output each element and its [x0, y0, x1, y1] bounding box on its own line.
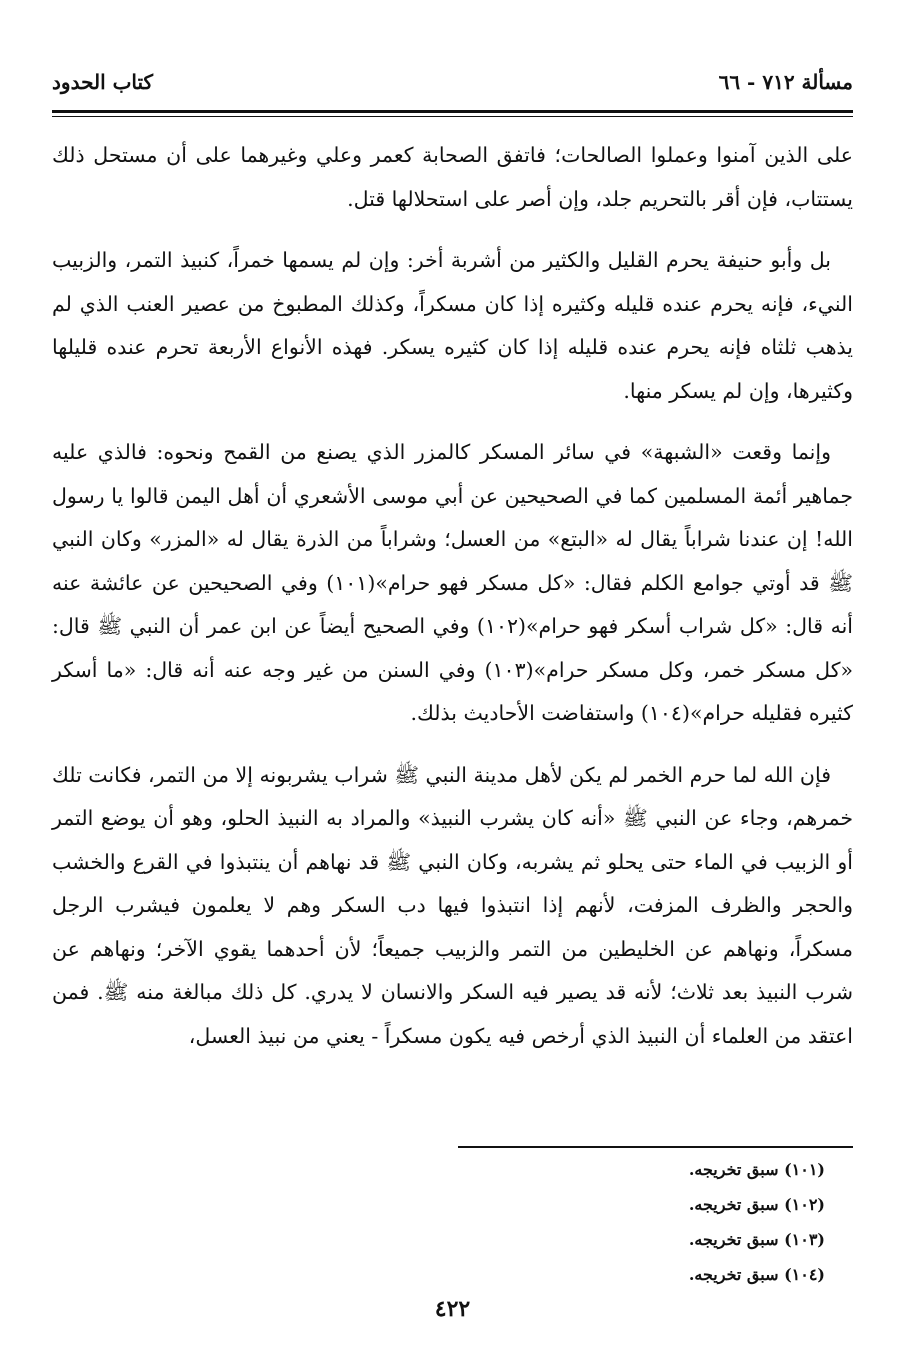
paragraph-1: على الذين آمنوا وعملوا الصالحات؛ فاتفق الصحابة كعمر وعلي وغيرهما على أن مستحل ذلك يستتاب، فإن أقر بالتحريم جلد، وإن أصر على استحلالها قتل. [52, 143, 853, 211]
paragraph-3: وإنما وقعت «الشبهة» في سائر المسكر كالمزر الذي يصنع من القمح ونحوه: فالذي عليه جماهير أئمة المسلمين كما في الصحيحين عن أبي موسى الأشعري أن أهل اليمن قالوا يا رسول الله! إن عندنا شراباً يقال له «البتع» من العسل؛ وشراباً من الذرة يقال له «المزر» وكان النبي ﷺ قد أوتي جوامع الكلم فقال: «كل مسكر فهو حرام»(١٠١) وفي الصحيحين عن عائشة عنه أنه قال: «كل شراب أسكر فهو حرام»(١٠٢) وفي الصحيح أيضاً عن ابن عمر أن النبي ﷺ قال: «كل مسكر خمر، وكل مسكر حرام»(١٠٣) وفي السنن من غير وجه عنه أنه قال: «ما أسكر كثيره فقليله حرام»(١٠٤) واستفاضت الأحاديث بذلك. [52, 440, 853, 725]
book-title: كتاب الحدود [52, 70, 154, 94]
footnote-separator [458, 1146, 853, 1148]
main-text [52, 134, 853, 1076]
issue-label: مسألة ٧١٢ - ٦٦ [718, 70, 853, 94]
footnote-101: (١٠١) سبق تخريجه. [688, 1160, 825, 1179]
paragraph-4: فإن الله لما حرم الخمر لم يكن لأهل مدينة النبي ﷺ شراب يشربونه إلا من التمر، فكانت تلك خمرهم، وجاء عن النبي ﷺ «أنه كان يشرب النبيذ» والمراد به النبيذ الحلو، وهو أن يوضع التمر أو الزبيب في الماء حتى يحلو ثم يشربه، وكان النبي ﷺ قد نهاهم أن ينتبذوا في القرع والخشب والحجر والظرف المزفت، لأنهم إذا انتبذوا فيها دب السكر وهم لا يعلمون فيشرب الرجل مسكراً، ونهاهم عن الخليطين من التمر والزبيب جميعاً؛ لأن أحدهما يقوي الآخر؛ ونهاهم عن شرب النبيذ بعد ثلاث؛ لأنه قد يصير فيه السكر والانسان لا يدري. كل ذلك مبالغة منه ﷺ. فمن اعتقد من العلماء أن النبيذ الذي أرخص فيه يكون مسكراً - يعني من نبيذ العسل، [52, 762, 853, 1048]
header-rule-thick [52, 110, 853, 113]
footnotes [689, 1152, 825, 1292]
paragraph-2: بل وأبو حنيفة يحرم القليل والكثير من أشربة أخر: وإن لم يسمها خمراً، كنبيذ التمر، والزبيب النيء، فإنه يحرم عنده قليله وكثيره إذا كان مسكراً، وكذلك المطبوخ من عصير العنب الذي لم يذهب ثلثاه فإنه يحرم عنده قليله إذا كان كثيره يسكر. فهذه الأنواع الأربعة تحرم عنده قليلها وكثيرها، وإن لم يسكر منها. [52, 248, 853, 403]
running-header [52, 70, 853, 104]
footnote-103: (١٠٣) سبق تخريجه. [688, 1230, 825, 1249]
page-number: ٤٢٢ [434, 1296, 471, 1322]
header-rule-thin [52, 116, 853, 117]
footnote-102: (١٠٢) سبق تخريجه. [688, 1195, 825, 1214]
footnote-104: (١٠٤) سبق تخريجه. [688, 1265, 825, 1284]
